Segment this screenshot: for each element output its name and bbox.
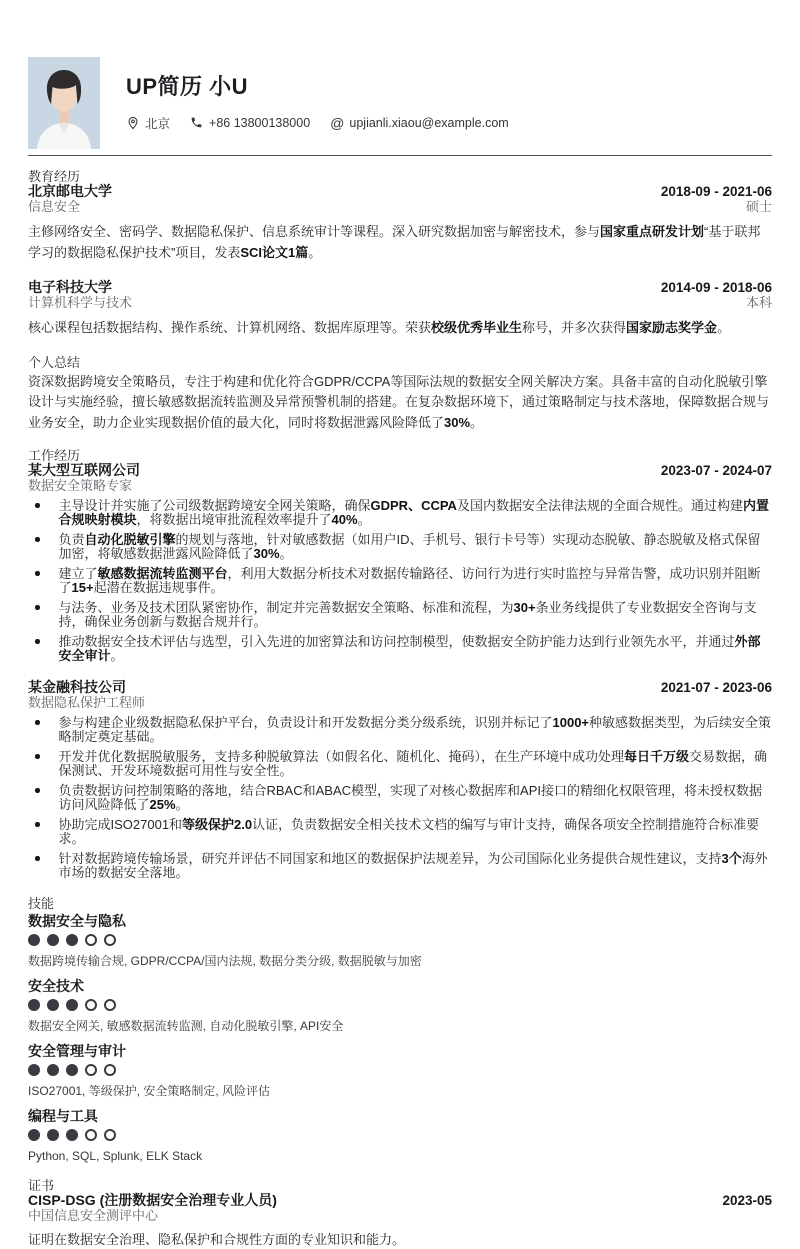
skill-name: 安全技术: [28, 978, 84, 994]
contact-row: [126, 114, 509, 132]
skill-dot-empty-icon: [85, 999, 97, 1011]
company-name: 某金融科技公司: [28, 679, 126, 695]
education-major: 计算机科学与技术: [28, 295, 133, 310]
section-title-summary: 个人总结: [28, 354, 81, 370]
education-major: 信息安全: [28, 199, 81, 214]
bullet-item: 推动数据安全技术评估与选型，引入先进的加密算法和访问控制模型，使数据安全防护能力达到行业领先水平，并通过外部安全审计。: [28, 635, 772, 663]
section-certificates: [28, 1178, 772, 1249]
education-date: 2014-09 - 2018-06: [660, 280, 772, 295]
certificate-name: CISP-DSG (注册数据安全治理专业人员): [28, 1192, 277, 1208]
bullet-dot-icon: [35, 605, 40, 610]
education-description: 主修网络安全、密码学、数据隐私保护、信息系统审计等课程。深入研究数据加密与解密技术，参与国家重点研发计划“基于联邦学习的数据隐私保护技术”项目，发表SCI论文1篇。: [28, 224, 761, 260]
bullet-item: 建立了敏感数据流转监测平台，利用大数据分析技术对数据传输路径、访问行为进行实时监控与异常告警，成功识别并阻断了15+起潜在数据违规事件。: [28, 567, 772, 595]
skill-dot-filled-icon: [47, 999, 59, 1011]
skill-dot-empty-icon: [104, 934, 116, 946]
education-description: 核心课程包括数据结构、操作系统、计算机网络、数据库原理等。荣获校级优秀毕业生称号，并多次获得国家励志奖学金。: [28, 320, 731, 335]
section-title-certificates: 证书: [28, 1178, 55, 1193]
skill-item: [28, 978, 772, 1033]
section-skills: [28, 896, 772, 1163]
header-divider: [28, 155, 772, 156]
bullet-dot-icon: [35, 537, 40, 542]
email-text: upjianli.xiaou@example.com: [349, 116, 509, 130]
skill-dot-filled-icon: [28, 1129, 40, 1141]
company-name: 某大型互联网公司: [28, 462, 140, 478]
skill-dot-empty-icon: [104, 1129, 116, 1141]
bullet-dot-icon: [35, 788, 40, 793]
phone-text: +86 13800138000: [209, 116, 311, 130]
candidate-name: UP简历 小U: [126, 74, 249, 99]
bullet-item: 负责自动化脱敏引擎的规划与落地，针对敏感数据（如用户ID、手机号、银行卡号等）实现动态脱敏、静态脱敏及格式保留加密，将敏感数据泄露风险降低了30%。: [28, 533, 772, 561]
location-pin-icon: [126, 116, 140, 130]
section-education: [28, 169, 772, 339]
skill-dot-filled-icon: [47, 1064, 59, 1076]
header-info: [126, 57, 509, 132]
skill-level-dots: [28, 1064, 772, 1076]
education-date: 2018-09 - 2021-06: [660, 184, 772, 199]
skill-keywords: ISO27001, 等级保护, 安全策略制定, 风险评估: [28, 1084, 271, 1098]
bullet-dot-icon: [35, 822, 40, 827]
skill-item: [28, 913, 772, 968]
skill-name: 安全管理与审计: [28, 1043, 126, 1059]
experience-bullets: [28, 716, 772, 880]
bullet-item: 针对数据跨境传输场景，研究并评估不同国家和地区的数据保护法规差异，为公司国际化业务提供合规性建议，支持3个海外市场的数据安全落地。: [28, 852, 772, 880]
phone-icon: [190, 116, 204, 130]
section-summary: [28, 355, 772, 434]
skill-dot-filled-icon: [66, 999, 78, 1011]
certificate-date: 2023-05: [722, 1193, 772, 1208]
experience-date: 2023-07 - 2024-07: [660, 463, 772, 478]
skill-dot-filled-icon: [66, 934, 78, 946]
skill-keywords: Python, SQL, Splunk, ELK Stack: [28, 1149, 203, 1163]
skill-level-dots: [28, 1129, 772, 1141]
education-degree: 硕士: [745, 199, 772, 214]
bullet-item: 主导设计并实施了公司级数据跨境安全网关策略，确保GDPR、CCPA及国内数据安全法律法规的全面合规性。通过构建内置合规映射模块，将数据出境审批流程效率提升了40%。: [28, 499, 772, 527]
bullet-dot-icon: [35, 754, 40, 759]
bullet-dot-icon: [35, 720, 40, 725]
summary-text: 资深数据跨境安全策略员，专注于构建和优化符合GDPR/CCPA等国际法规的数据安全网关解决方案。具备丰富的自动化脱敏引擎设计与实施经验，擅长敏感数据流转监测及异常预警机制的搭建。在复杂数据环境下，通过策略制定与技术落地，保障数据合规与业务安全，助力企业实现数据价值的最大化，同时将数据泄露风险降低了30%。: [28, 373, 770, 430]
location-text: 北京: [145, 117, 171, 131]
bullet-dot-icon: [35, 503, 40, 508]
skill-dot-empty-icon: [104, 1064, 116, 1076]
experience-date: 2021-07 - 2023-06: [660, 680, 772, 695]
experience-entry: [28, 680, 772, 880]
job-title: 数据安全策略专家: [28, 478, 133, 493]
bullet-item: 负责数据访问控制策略的落地，结合RBAC和ABAC模型，实现了对核心数据库和API接口的精细化权限管理，将未授权数据访问风险降低了25%。: [28, 784, 772, 812]
contact-email: [330, 116, 509, 130]
skill-item: [28, 1043, 772, 1098]
contact-location: [126, 114, 170, 132]
resume-header: [28, 0, 772, 149]
skill-dot-filled-icon: [28, 934, 40, 946]
skill-level-dots: [28, 999, 772, 1011]
skill-dot-empty-icon: [85, 1064, 97, 1076]
bullet-dot-icon: [35, 639, 40, 644]
skill-dot-empty-icon: [104, 999, 116, 1011]
section-title-education: 教育经历: [28, 169, 81, 184]
experience-entry: [28, 463, 772, 663]
skill-keywords: 数据跨境传输合规, GDPR/CCPA/国内法规, 数据分类分级, 数据脱敏与加密: [28, 954, 422, 968]
skill-keywords: 数据安全网关, 敏感数据流转监测, 自动化脱敏引擎, API安全: [28, 1019, 344, 1033]
skill-name: 数据安全与隐私: [28, 913, 126, 929]
bullet-item: 协助完成ISO27001和等级保护2.0认证，负责数据安全相关技术文档的编写与审计支持，确保各项安全控制措施符合标准要求。: [28, 818, 772, 846]
skill-dot-filled-icon: [47, 1129, 59, 1141]
certificate-issuer: 中国信息安全测评中心: [28, 1208, 159, 1223]
skill-name: 编程与工具: [28, 1108, 98, 1124]
bullet-item: 参与构建企业级数据隐私保护平台，负责设计和开发数据分类分级系统，识别并标记了1000+种敏感数据类型，为后续安全策略制定奠定基础。: [28, 716, 772, 744]
school-name: 电子科技大学: [28, 279, 112, 295]
section-title-experience: 工作经历: [28, 448, 81, 463]
school-name: 北京邮电大学: [28, 183, 112, 199]
contact-phone: [190, 116, 310, 130]
job-title: 数据隐私保护工程师: [28, 695, 146, 710]
profile-photo: [28, 57, 100, 149]
bullet-item: 开发并优化数据脱敏服务，支持多种脱敏算法（如假名化、随机化、掩码），在生产环境中成功处理每日千万级交易数据，确保测试、开发环境数据可用性与安全性。: [28, 750, 772, 778]
at-sign-icon: @: [330, 115, 345, 131]
skill-dot-filled-icon: [47, 934, 59, 946]
education-degree: 本科: [745, 295, 772, 310]
skill-dot-filled-icon: [66, 1129, 78, 1141]
skill-item: [28, 1108, 772, 1163]
section-title-skills: 技能: [28, 896, 55, 911]
skill-dot-filled-icon: [66, 1064, 78, 1076]
experience-bullets: [28, 499, 772, 663]
skill-dot-empty-icon: [85, 934, 97, 946]
skill-dot-filled-icon: [28, 1064, 40, 1076]
education-entry: [28, 184, 772, 263]
certificate-entry: [28, 1193, 772, 1249]
avatar-illustration: [28, 57, 100, 149]
bullet-item: 与法务、业务及技术团队紧密协作，制定并完善数据安全策略、标准和流程，为30+条业务线提供了专业数据安全咨询与支持，确保业务创新与数据合规并行。: [28, 601, 772, 629]
skill-dot-filled-icon: [28, 999, 40, 1011]
bullet-dot-icon: [35, 856, 40, 861]
skill-dot-empty-icon: [85, 1129, 97, 1141]
skill-level-dots: [28, 934, 772, 946]
education-entry: [28, 280, 772, 339]
certificate-description: 证明在数据安全治理、隐私保护和合规性方面的专业知识和能力。: [28, 1232, 406, 1247]
section-experience: [28, 448, 772, 880]
bullet-dot-icon: [35, 571, 40, 576]
